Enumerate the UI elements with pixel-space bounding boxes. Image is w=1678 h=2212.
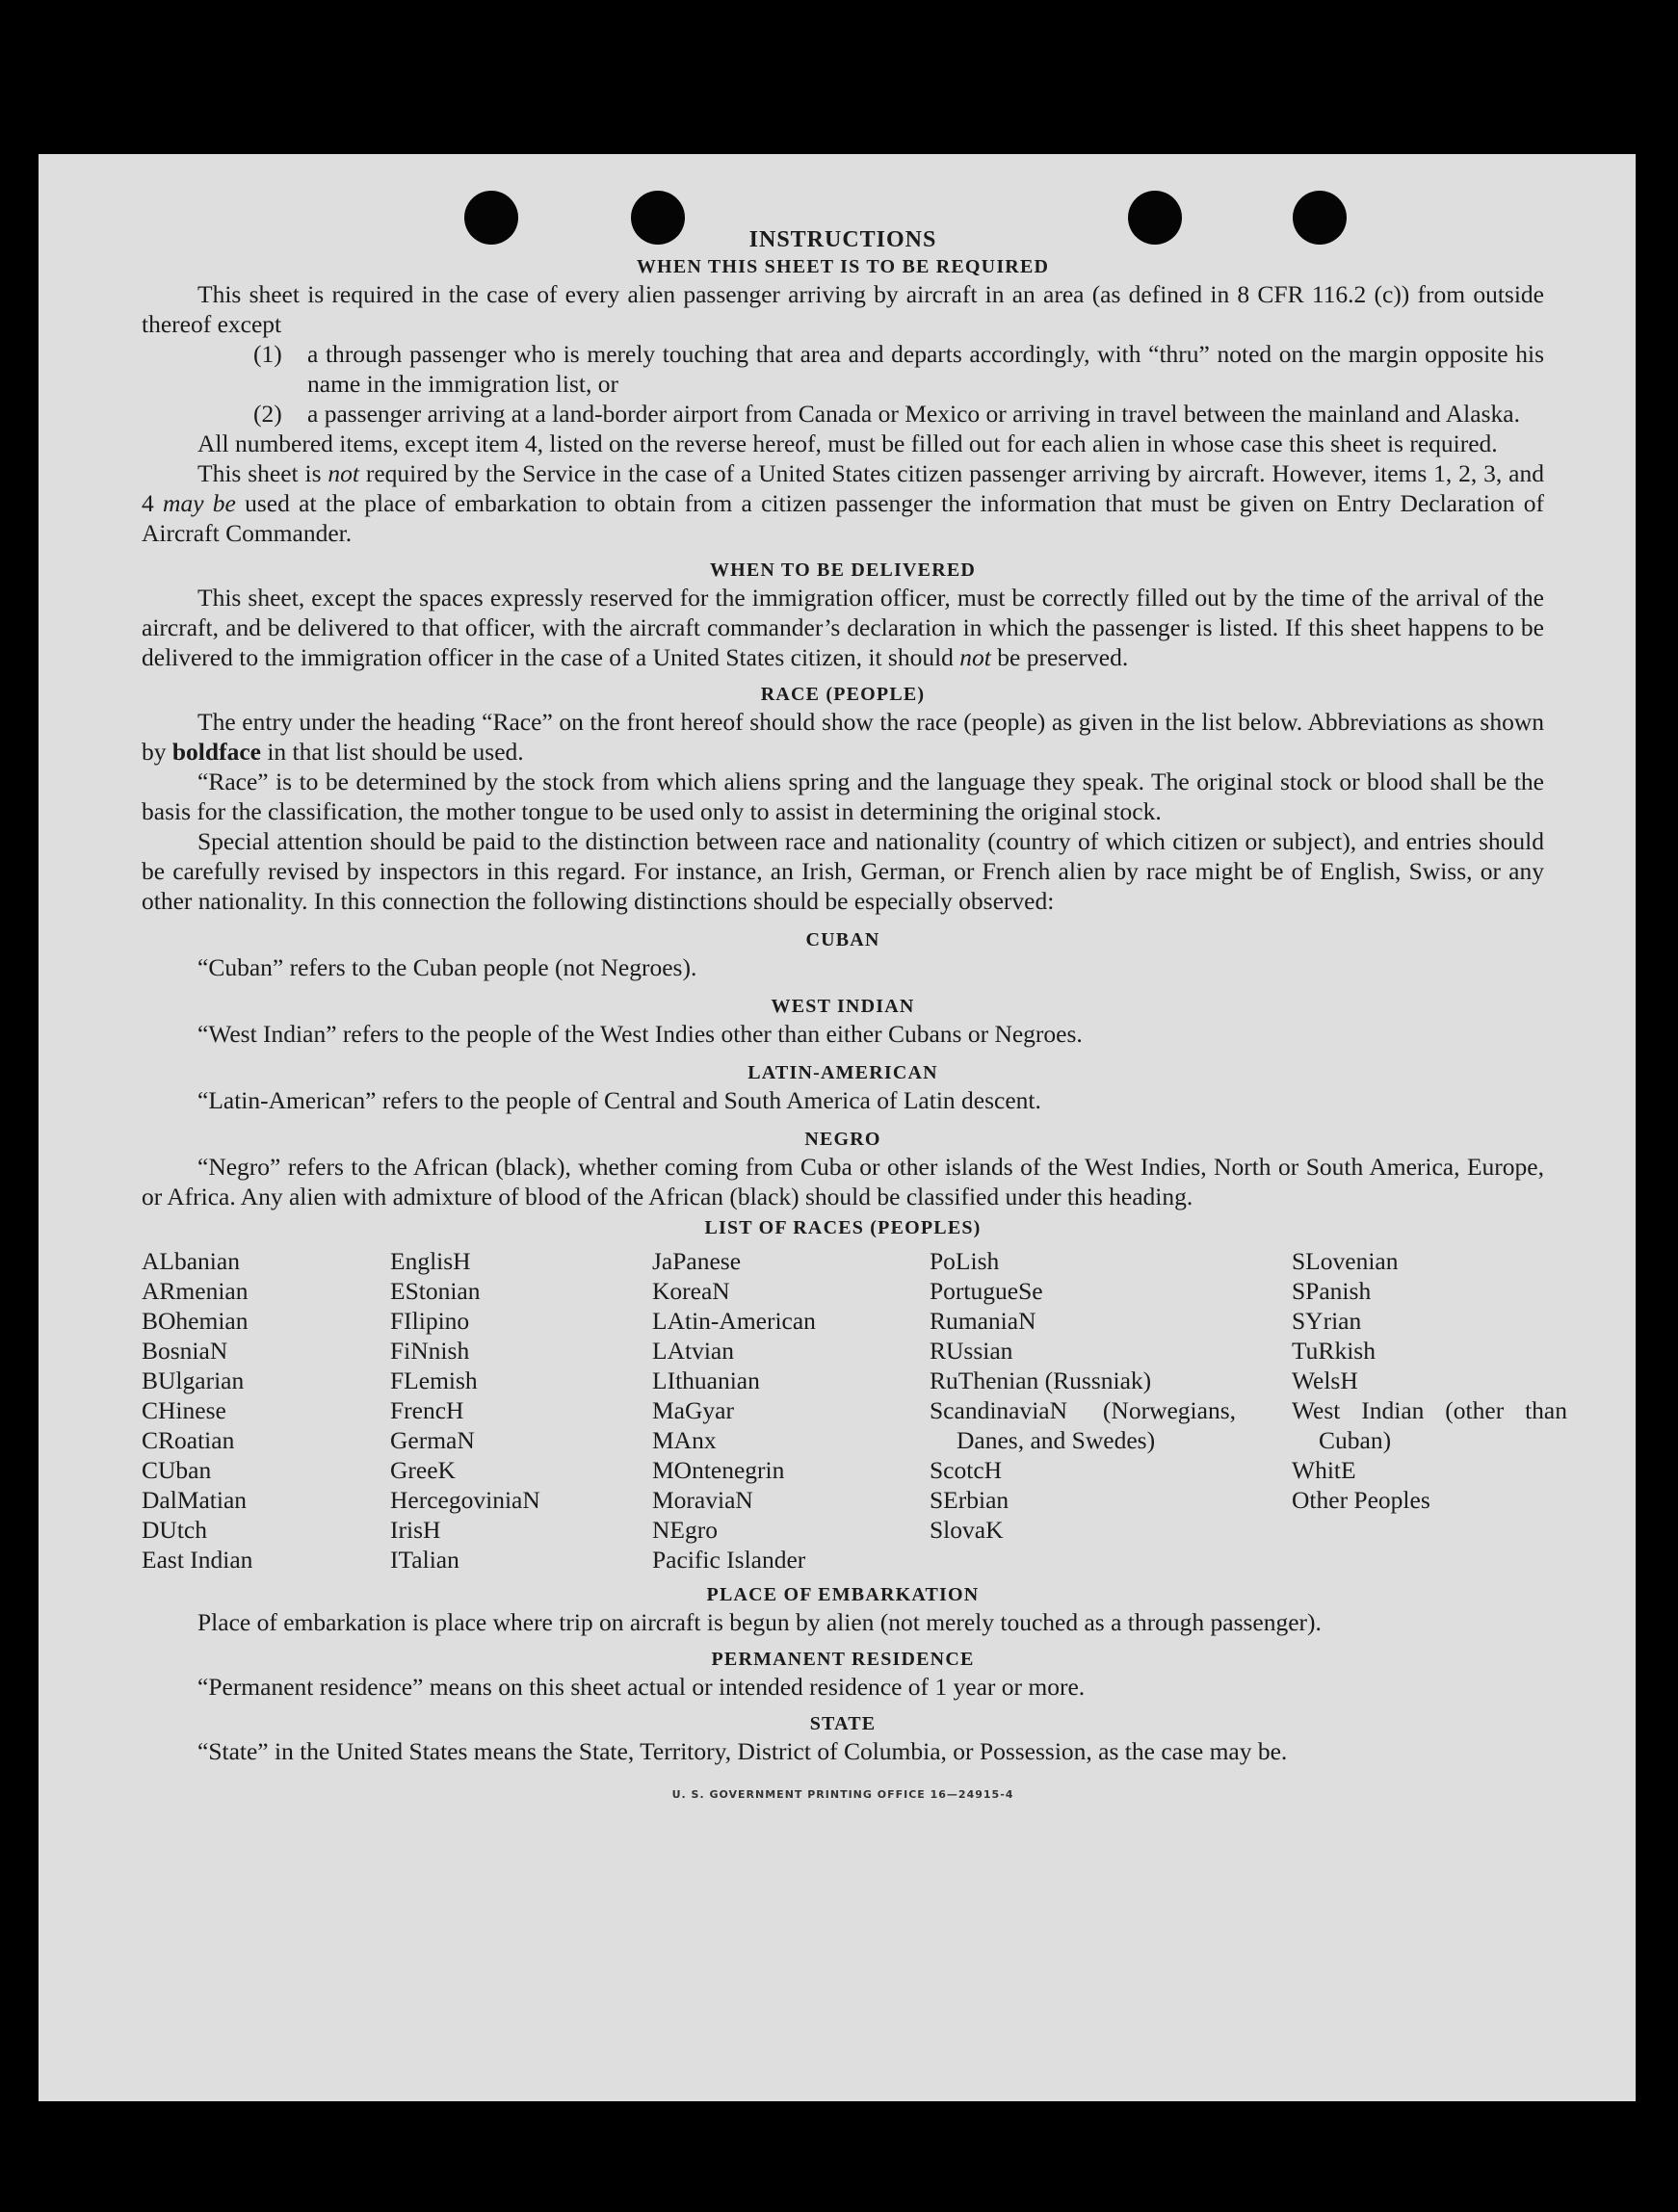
paragraph-latin-american: “Latin-American” refers to the people of Central and South America of Latin descent. [197,1086,1041,1114]
race-item: JaPanese [652,1247,742,1275]
race-column [930,1246,1292,1574]
race-item: Other Peoples [1292,1486,1430,1514]
race-column [652,1246,930,1574]
race-item: DUtch [142,1516,207,1544]
race-item: PoLish [930,1247,1000,1275]
race-item: EnglisH [390,1247,471,1275]
paragraph-required-intro: This sheet is required in the case of every alien passenger arriving by aircraft in an area (as defined in 8 CFR 116.2 (c)) from outside thereof except [142,280,1544,338]
race-column [390,1246,652,1574]
race-item: ARmenian [142,1277,249,1305]
paragraph-cuban: “Cuban” refers to the Cuban people (not Negroes). [197,953,697,981]
race-item: ALbanian [142,1247,240,1275]
race-item: RumaniaN [930,1307,1036,1335]
race-item: TuRkish [1292,1337,1376,1365]
race-list [142,1246,1567,1574]
race-item: Pacific Islander [652,1546,806,1574]
race-item: RuThenian (Russniak) [930,1366,1152,1394]
paragraph-embarkation: Place of embarkation is place where trip on aircraft is begun by alien (not merely touched as a through passenger). [197,1608,1322,1636]
race-item: West Indian (other than Cuban) [1292,1396,1567,1454]
heading-cuban: CUBAN [805,929,880,950]
race-item: CHinese [142,1396,226,1424]
heading-permanent-residence: PERMANENT RESIDENCE [711,1649,975,1670]
race-item: GermaN [390,1426,475,1454]
exception-number: (2) [253,400,282,428]
race-item: CUban [142,1456,212,1484]
race-item: PortugueSe [930,1277,1043,1305]
race-item: FrencH [390,1396,464,1424]
race-item: ITalian [390,1546,459,1574]
race-item: SErbian [930,1486,1009,1514]
paragraph-state: “State” in the United States means the State, Territory, District of Columbia, or Possession, as the case may be. [197,1737,1288,1765]
race-item: FIlipino [390,1307,470,1335]
printing-office-imprint: U. S. GOVERNMENT PRINTING OFFICE 16—24915-4 [671,1788,1014,1801]
race-item: MAnx [652,1426,717,1454]
race-item: EStonian [390,1277,481,1305]
race-item: FiNnish [390,1337,470,1365]
race-column [142,1246,390,1574]
paragraph-negro: “Negro” refers to the African (black), whether coming from Cuba or other islands of the West Indies, North or South America, Europe, or Africa. Any alien with admixture of blood of the African (black) should be classified under this heading. [142,1153,1544,1210]
race-column [1292,1246,1567,1574]
race-item: ScandinaviaN (Norwegians, Danes, and Swedes) [930,1396,1236,1454]
race-item: ScotcH [930,1456,1003,1484]
race-item: CRoatian [142,1426,235,1454]
exception-item [253,399,1544,429]
heading-negro: NEGRO [804,1129,881,1150]
race-item: FLemish [390,1366,478,1394]
heading-when-delivered: WHEN TO BE DELIVERED [709,560,977,581]
race-item: WelsH [1292,1366,1358,1394]
race-item: GreeK [390,1456,456,1484]
exception-text: a through passenger who is merely touching that area and departs accordingly, with “thru” noted on the margin opposite his name in the immigration list, or [307,340,1544,398]
race-item: BUlgarian [142,1366,245,1394]
race-item: MOntenegrin [652,1456,785,1484]
race-item: IrisH [390,1516,441,1544]
race-item: NEgro [652,1516,718,1544]
race-item: RUssian [930,1337,1013,1365]
race-item: East Indian [142,1546,253,1574]
heading-race: RACE (PEOPLE) [760,684,926,705]
race-item: SPanish [1292,1277,1372,1305]
paragraph-race-stock: “Race” is to be determined by the stock from which aliens spring and the language they speak. The original stock or blood shall be the basis for the classification, the mother tongue to be used only to assist in determining the original stock. [142,768,1544,825]
document-sheet [39,154,1636,2101]
race-item: HercegoviniaN [390,1486,540,1514]
exception-text: a passenger arriving at a land-border airport from Canada or Mexico or arriving in travel between the mainland and Alaska. [307,400,1520,428]
heading-when-required: WHEN THIS SHEET IS TO BE REQUIRED [636,256,1050,277]
race-item: LAtvian [652,1337,734,1365]
race-item: SYrian [1292,1307,1362,1335]
race-item: MoraviaN [652,1486,753,1514]
race-item: SLovenian [1292,1247,1399,1275]
race-item: LIthuanian [652,1366,760,1394]
race-item: BosniaN [142,1337,228,1365]
instructions-content [142,225,1567,1809]
paragraph-race-entry: The entry under the heading “Race” on the front hereof should show the race (people) as given in the list below. Abbreviations as shown by boldface in that list should be used. [142,708,1544,766]
exception-number: (1) [253,340,282,368]
race-item: DalMatian [142,1486,248,1514]
page-title: INSTRUCTIONS [748,227,937,252]
heading-list-of-races: LIST OF RACES (PEOPLES) [704,1217,982,1238]
race-item: WhitE [1292,1456,1356,1484]
paragraph-citizen: This sheet is not required by the Service in the case of a United States citizen passenger arriving by aircraft. However, items 1, 2, 3, and 4 may be used at the place of embarkation to obtain from a citizen passenger the information that must be given on Entry Declaration of Aircraft Commander. [142,459,1544,547]
paragraph-numbered-items: All numbered items, except item 4, listed on the reverse hereof, must be filled out for each alien in whose case this sheet is required. [197,429,1498,457]
exception-item [253,339,1544,399]
heading-embarkation: PLACE OF EMBARKATION [706,1584,980,1605]
race-item: SlovaK [930,1516,1004,1544]
paragraph-west-indian: “West Indian” refers to the people of the West Indies other than either Cubans or Negroes. [197,1020,1083,1048]
race-item: MaGyar [652,1396,734,1424]
heading-latin-american: LATIN-AMERICAN [747,1062,938,1083]
paragraph-delivered: This sheet, except the spaces expressly reserved for the immigration officer, must be correctly filled out by the time of the arrival of the aircraft, and be delivered to that officer, with the aircraft commander’s declaration in which the passenger is listed. If this sheet happens to be delivered to the immigration officer in the case of a United States citizen, it should not be preserved. [142,584,1544,671]
heading-state: STATE [809,1713,877,1734]
race-item: BOhemian [142,1307,249,1335]
race-item: KoreaN [652,1277,730,1305]
heading-west-indian: WEST INDIAN [771,996,915,1017]
race-item: LAtin-American [652,1307,816,1335]
paragraph-permanent-residence: “Permanent residence” means on this sheet actual or intended residence of 1 year or more. [197,1673,1086,1701]
paragraph-race-nationality: Special attention should be paid to the distinction between race and nationality (country of which citizen or subject), and entries should be carefully revised by inspectors in this regard. For instance, an Irish, German, or French alien by race might be of English, Swiss, or any other nationality. In this connection the following distinctions should be especially observed: [142,827,1544,915]
